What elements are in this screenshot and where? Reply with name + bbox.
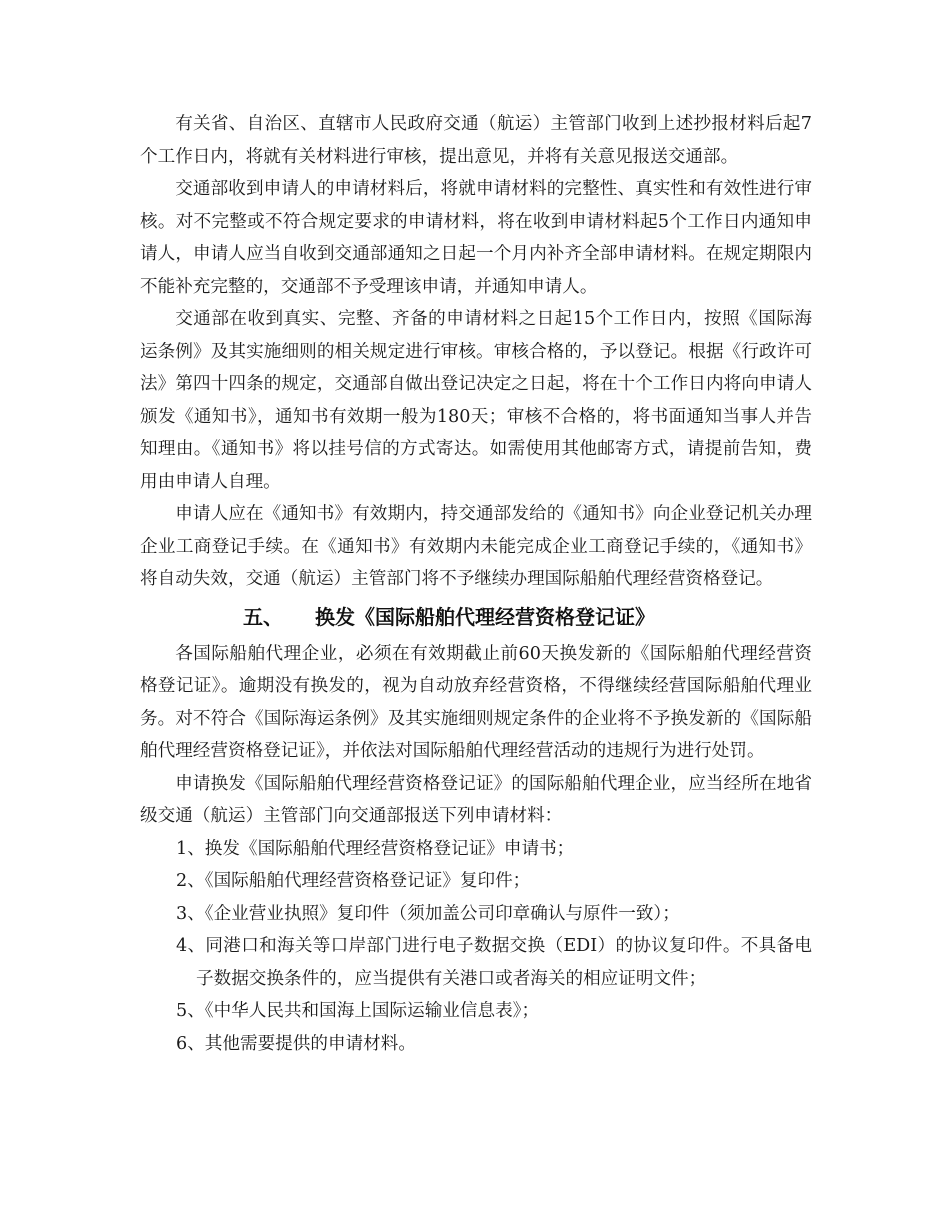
list-item-text: 同港口和海关等口岸部门进行电子数据交换（EDI）的协议复印件。不具备电子数据交换条件的，应当提供有关港口或者海关的相应证明文件； [196, 936, 812, 989]
list-item [140, 865, 812, 898]
list-item [140, 1028, 812, 1061]
list-item-text: 换发《国际船舶代理经营资格登记证》申请书； [204, 838, 575, 859]
list-item-marker: 3、 [176, 903, 205, 924]
list-item-marker: 6、 [176, 1033, 205, 1054]
list-item [140, 930, 812, 995]
list-item-text: 《国际船舶代理经营资格登记证》复印件； [204, 871, 531, 891]
paragraph-material-completeness-review: 交通部收到申请人的申请材料后，将就申请材料的完整性、真实性和有效性进行审核。对不完整或不符合规定要求的申请材料，将在收到申请材料起5个工作日内通知申请人，申请人应当自收到交通部通知之日起一个月内补齐全部申请材料。在规定期限内不能补充完整的，交通部不予受理该申请，并通知申请人。 [140, 179, 812, 297]
section-number: 五、 [243, 604, 283, 629]
paragraph-review-by-provincial-authority: 有关省、自治区、直辖市人民政府交通（航运）主管部门收到上述抄报材料后起7个工作日内，将就有关材料进行审核，提出意见，并将有关意见报送交通部。 [140, 114, 812, 167]
paragraph-renewal-requirement: 各国际船舶代理企业，必须在有效期截止前60天换发新的《国际船舶代理经营资格登记证》。逾期没有换发的，视为自动放弃经营资格，不得继续经营国际船舶代理业务。对不符合《国际海运条例》及其实施细则规定条件的企业将不予换发新的《国际船舶代理经营资格登记证》，并依法对国际船舶代理经营活动的违规行为进行处罚。 [140, 643, 812, 761]
list-item-text: 其他需要提供的申请材料。 [204, 1033, 416, 1054]
list-item-text: 《中华人民共和国海上国际运输业信息表》； [204, 1001, 540, 1021]
section-title: 换发《国际船舶代理经营资格登记证》 [315, 604, 655, 629]
list-item-marker: 5、 [176, 1001, 205, 1021]
list-item [140, 833, 812, 866]
list-item [140, 995, 812, 1028]
list-item-text: 《企业营业执照》复印件（须加盖公司印章确认与原件一致）； [204, 903, 680, 924]
list-item-marker: 2、 [176, 871, 205, 891]
list-item-marker: 4、 [176, 936, 206, 956]
list-item [140, 898, 812, 931]
document-body [140, 108, 812, 1060]
paragraph-business-registration: 申请人应在《通知书》有效期内，持交通部发给的《通知书》向企业登记机关办理企业工商登记手续。在《通知书》有效期内未能完成企业工商登记手续的，《通知书》将自动失效，交通（航运）主管部门将不予继续办理国际船舶代理经营资格登记。 [140, 504, 812, 589]
paragraph-renewal-materials-intro: 申请换发《国际船舶代理经营资格登记证》的国际船舶代理企业，应当经所在地省级交通（航运）主管部门向交通部报送下列申请材料： [140, 773, 812, 826]
materials-list [140, 833, 812, 1061]
paragraph-registration-and-notice: 交通部在收到真实、完整、齐备的申请材料之日起15个工作日内，按照《国际海运条例》及其实施细则的相关规定进行审核。审核合格的，予以登记。根据《行政许可法》第四十四条的规定，交通部自做出登记决定之日起，将在十个工作日内将向申请人颁发《通知书》，通知书有效期一般为180天；审核不合格的，将书面通知当事人并告知理由。《通知书》将以挂号信的方式寄达。如需使用其他邮寄方式，请提前告知，费用由申请人自理。 [140, 309, 812, 492]
section-heading [140, 596, 812, 638]
list-item-marker: 1、 [176, 838, 205, 859]
